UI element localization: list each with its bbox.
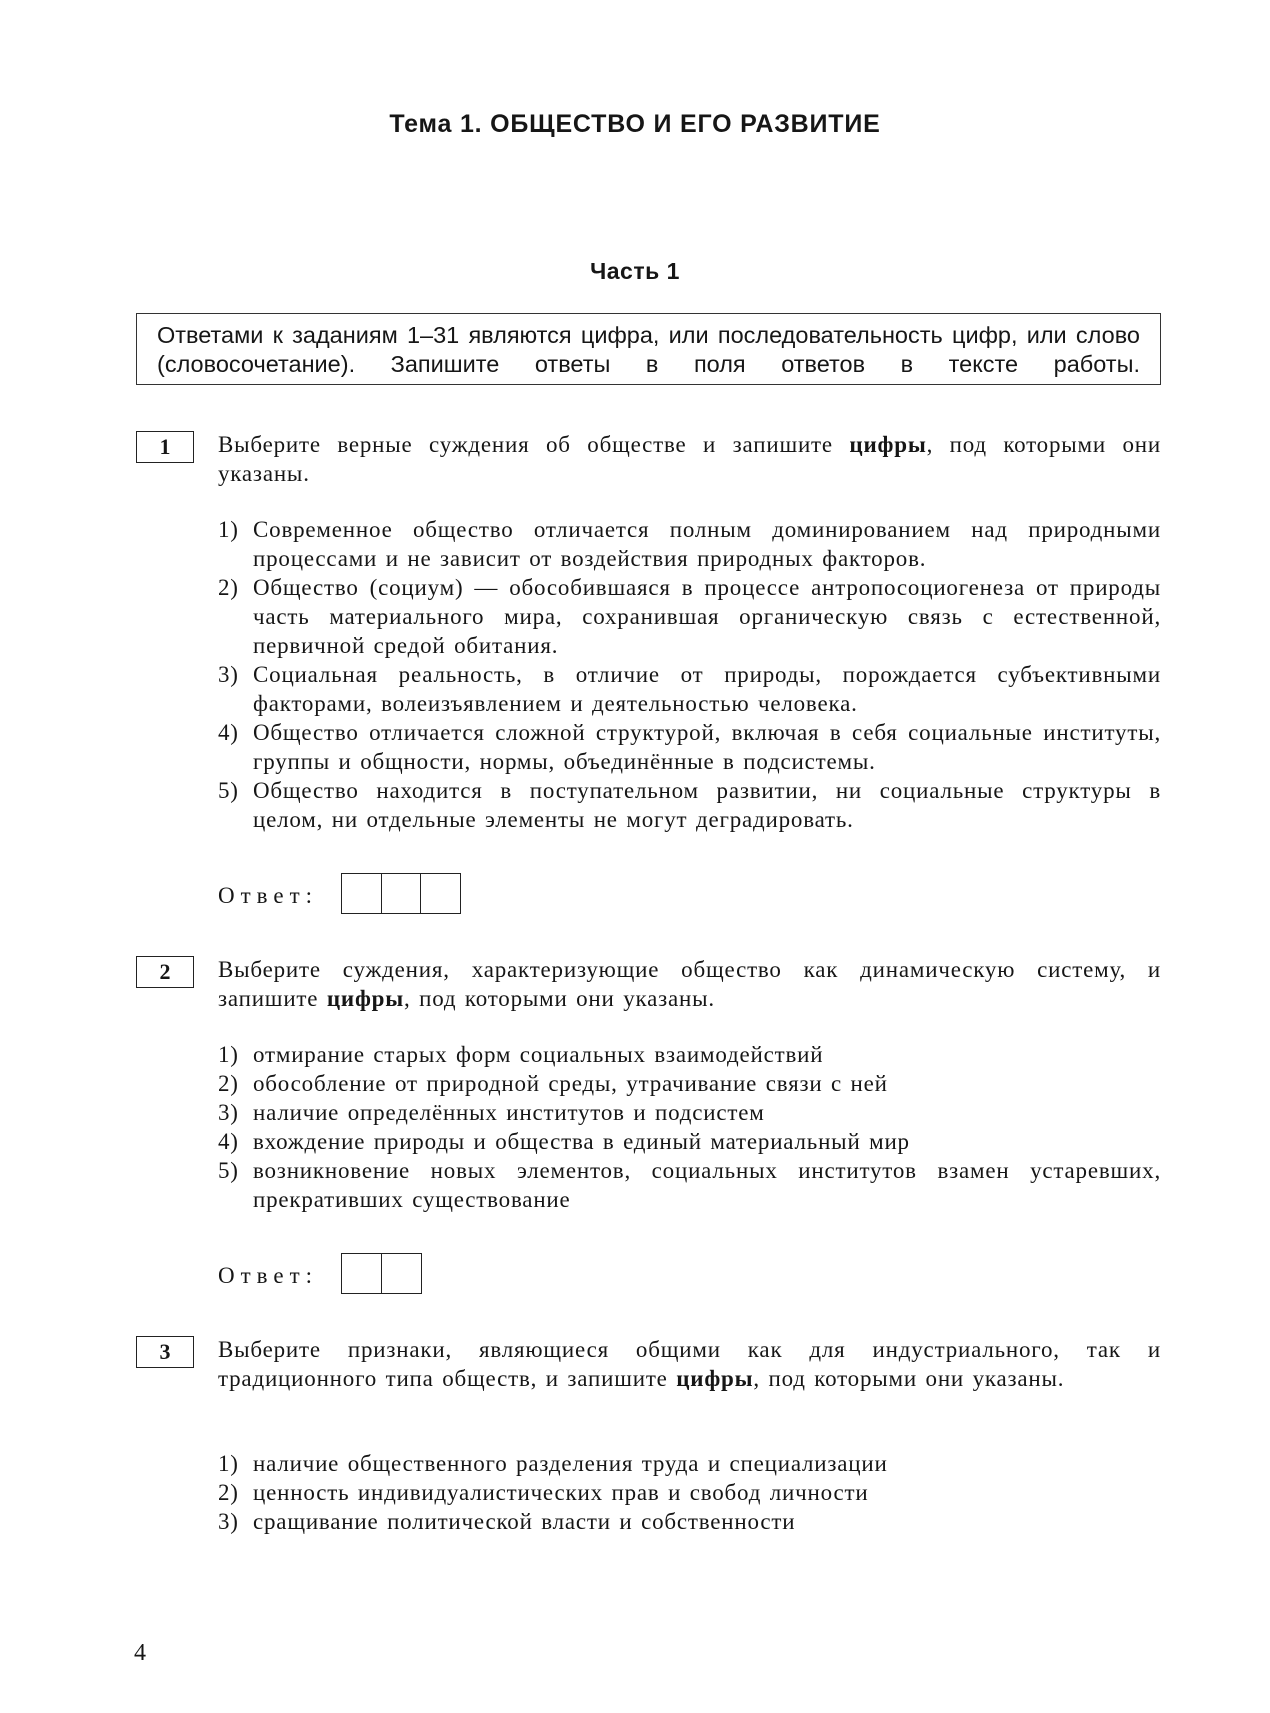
list-item: 2) обособление от природной среды, утрачивание связи с ней xyxy=(218,1071,888,1096)
list-item: 4) Общество отличается сложной структурой, включая в себя социальные институты, группы и общности, нормы, объединённые в подсистемы. xyxy=(218,720,1161,774)
task-number-box: 2 xyxy=(136,956,194,988)
list-item: 1) наличие общественного разделения труда и специализации xyxy=(218,1451,888,1476)
list-item: 2) Общество (социум) — обособившаяся в процессе антропосоциогенеза от природы часть материального мира, сохранившая органическую связь с естественной, первичной средой обитания. xyxy=(218,575,1161,658)
answer-cell[interactable] xyxy=(420,873,461,914)
list-item: 3) Социальная реальность, в отличие от природы, порождается субъективными факторами, волеизъявлением и деятельностью человека. xyxy=(218,662,1161,716)
task-2-stem: Выберите суждения, характеризующие общество как динамическую систему, и запишите цифры, под которыми они указаны. xyxy=(218,957,1161,1011)
answer-cell[interactable] xyxy=(381,1253,422,1294)
list-item: 4) вхождение природы и общества в единый материальный мир xyxy=(218,1129,910,1154)
answer-label: Ответ: xyxy=(218,883,319,908)
topic-title: Тема 1. ОБЩЕСТВО И ЕГО РАЗВИТИЕ xyxy=(389,110,881,138)
page-number: 4 xyxy=(134,1640,146,1666)
task-2-options xyxy=(218,1040,1161,1214)
list-item: 2) ценность индивидуалистических прав и свобод личности xyxy=(218,1480,869,1505)
task-3-options xyxy=(218,1449,1161,1536)
answer-cell[interactable] xyxy=(381,873,422,914)
task-number-box: 3 xyxy=(136,1336,194,1368)
list-item: 1) отмирание старых форм социальных взаимодействий xyxy=(218,1042,824,1067)
list-item: 3) наличие определённых институтов и подсистем xyxy=(218,1100,765,1125)
instructions-box: Ответами к заданиям 1–31 являются цифра, или последовательность цифр, или слово (словосочетание). Запишите ответы в поля ответов в тексте работы. xyxy=(136,313,1161,385)
task-3-stem: Выберите признаки, являющиеся общими как для индустриального, так и традиционного типа обществ, и запишите цифры, под которыми они указаны. xyxy=(218,1337,1161,1391)
answer-label: Ответ: xyxy=(218,1263,319,1288)
task-1-answer-field[interactable] xyxy=(341,873,460,914)
list-item: 5) Общество находится в поступательном развитии, ни социальные структуры в целом, ни отдельные элементы не могут деградировать. xyxy=(218,778,1161,832)
task-1-stem: Выберите верные суждения об обществе и запишите цифры, под которыми они указаны. xyxy=(218,432,1161,486)
list-item: 1) Современное общество отличается полным доминированием над природными процессами и не зависит от воздействия природных факторов. xyxy=(218,517,1161,571)
answer-cell[interactable] xyxy=(341,873,382,914)
part-title: Часть 1 xyxy=(590,258,680,284)
task-1-options xyxy=(218,515,1161,834)
task-number-box: 1 xyxy=(136,431,194,463)
list-item: 5) возникновение новых элементов, социальных институтов взамен устаревших, прекративших существование xyxy=(218,1158,1161,1212)
task-2-answer-field[interactable] xyxy=(341,1253,420,1294)
list-item: 3) сращивание политической власти и собственности xyxy=(218,1509,796,1534)
answer-cell[interactable] xyxy=(341,1253,382,1294)
